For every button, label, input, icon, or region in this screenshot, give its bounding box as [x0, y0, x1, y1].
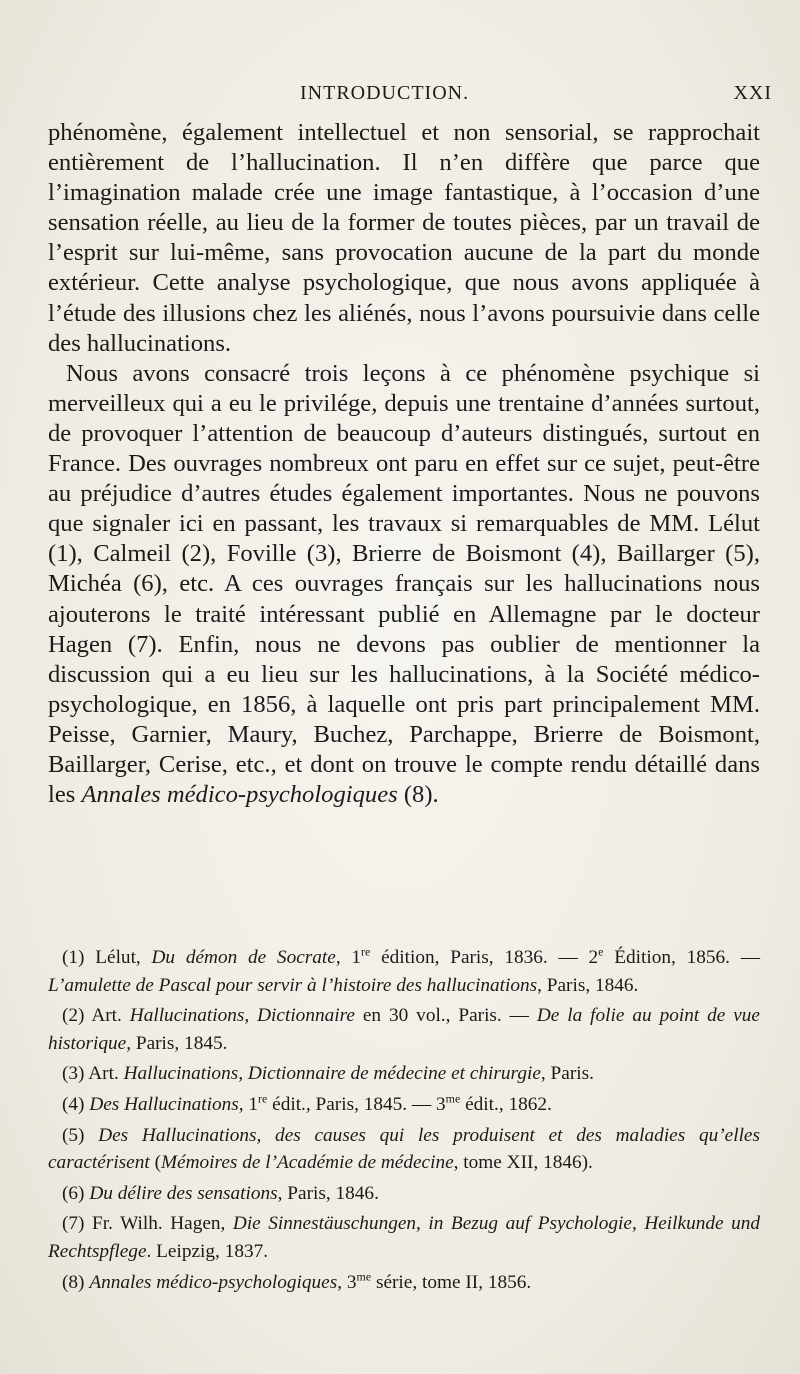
- footnote-number: (5): [62, 1124, 85, 1146]
- footnote-text: édit., 1862.: [460, 1093, 552, 1115]
- footnote-title: Mémoires de l’Académie de médecine: [161, 1152, 454, 1174]
- footnote-number: (6): [62, 1182, 85, 1204]
- footnote-text: (: [149, 1152, 161, 1174]
- footnote-text: Édition, 1856. —: [603, 947, 760, 968]
- footnote-title: De la folie au point de vue historique: [48, 1005, 760, 1054]
- footnote-superscript: re: [361, 944, 371, 959]
- footnote-title: Du démon de Socrate: [151, 947, 336, 968]
- footnote-title: Hallucinations, Dictionnaire: [129, 1005, 355, 1027]
- footnote-superscript: me: [356, 1269, 372, 1284]
- footnote-text: [84, 1125, 98, 1146]
- footnote-text: , Paris, 1846.: [277, 1182, 379, 1204]
- footnote-superscript: e: [598, 944, 604, 959]
- footnote-title: Die Sinnestäuschungen, in Bezug auf Psychologie, Heilkunde und Rechtspflege: [48, 1213, 760, 1262]
- footnote-title: Des Hallucinations: [89, 1093, 239, 1115]
- paragraph-2: [48, 359, 760, 810]
- footnote-title: Des Hallucinations, des causes qui les produisent et des maladies qu’elles caractérisent: [48, 1124, 760, 1174]
- footnote-text: . Leipzig, 1837.: [146, 1240, 269, 1262]
- footnote-5: [48, 1122, 760, 1177]
- footnote-number: (4): [62, 1093, 85, 1115]
- footnote-title: Annales médico-psychologiques: [89, 1271, 338, 1293]
- footnote-number: (7): [62, 1213, 85, 1235]
- footnote-superscript: me: [445, 1091, 461, 1106]
- footnote-text: série, tome II, 1856.: [371, 1271, 532, 1293]
- footnote-text: édit., Paris, 1845. — 3: [267, 1093, 446, 1115]
- running-header: [300, 82, 772, 114]
- footnote-title: Hallucinations, Dictionnaire de médecine et chirurgie: [123, 1063, 541, 1085]
- footnote-number: (3): [62, 1063, 85, 1085]
- footnote-text: édition, Paris, 1836. — 2: [370, 947, 599, 968]
- footnote-number: (8): [62, 1271, 85, 1293]
- footnote-title: Du délire des sensations: [89, 1182, 278, 1204]
- footnote-text: Lélut,: [84, 947, 152, 968]
- footnote-text: , Paris, 1846.: [537, 974, 639, 996]
- footnote-number: (1): [62, 947, 85, 968]
- footnote-3: [48, 1060, 760, 1088]
- footnote-text: , tome XII, 1846).: [453, 1152, 593, 1174]
- page-number: XXI: [733, 82, 772, 104]
- footnote-text: , Paris, 1845.: [126, 1032, 228, 1054]
- footnote-superscript: re: [258, 1091, 268, 1106]
- running-title: INTRODUCTION.: [300, 82, 470, 104]
- footnote-text: , Paris.: [540, 1063, 594, 1085]
- footnote-2: [48, 1002, 760, 1057]
- footnotes: [48, 944, 760, 1299]
- footnote-6: [48, 1180, 760, 1208]
- footnote-4: [48, 1091, 760, 1119]
- body-text: [48, 118, 760, 810]
- footnote-title: L’amulette de Pascal pour servir à l’histoire des hallucinations: [48, 974, 538, 996]
- footnote-text: , 1: [238, 1093, 259, 1115]
- footnote-7: [48, 1210, 760, 1265]
- footnote-number: (2): [62, 1005, 85, 1027]
- footnote-text: Art.: [84, 1063, 124, 1085]
- journal-title: Annales médico-psychologiques: [81, 781, 398, 809]
- footnote-8: [48, 1269, 760, 1297]
- footnote-text: , 3: [337, 1271, 357, 1293]
- footnote-text: en 30 vol., Paris. —: [354, 1005, 537, 1027]
- paragraph-1: phénomène, également intellectuel et non sensorial, se rapprochait entièrement de l’hallucination. Il n’en diffère que parce que l’imagination malade crée une image fantastique, à l’occasion d’une sensation réelle, au lieu de la former de toutes pièces, par un travail de l’esprit sur lui-même, sans provocation aucune de la part du monde extérieur. Cette analyse psychologique, que nous avons appliquée à l’étude des illusions chez les aliénés, nous l’avons poursuivie dans celle des hallucinations.: [48, 119, 760, 357]
- paragraph-2-text: Nous avons consacré trois leçons à ce phénomène psychique si merveilleux qui a eu le privilége, depuis une trentaine d’années surtout, de provoquer l’attention de beaucoup d’auteurs distingués, surtout en France. Des ouvrages nombreux ont paru en effet sur ce sujet, peut-être au préjudice d’autres études également importantes. Nous ne pouvons que signaler ici en passant, les travaux si remarquables de MM. Lélut (1), Calmeil (2), Foville (3), Brierre de Boismont (4), Baillarger (5), Michéa (6), etc. A ces ouvrages français sur les hallucinations nous ajouterons le traité intéressant publié en Allemagne par le docteur Hagen (7). Enfin, nous ne devons pas oublier de mentionner la discussion qui a eu lieu sur les hallucinations, à la Société médico-psychologique, en 1856, à laquelle ont pris part principalement MM. Peisse, Garnier, Maury, Buchez, Parchappe, Brierre de Boismont, Baillarger, Cerise, etc., et dont on trouve le compte rendu détaillé dans les: [48, 359, 760, 809]
- footnote-1: [48, 944, 760, 999]
- paragraph-2-end: (8).: [397, 781, 439, 809]
- footnote-text: Art.: [84, 1005, 130, 1027]
- footnote-text: , 1: [335, 947, 362, 968]
- footnote-text: Fr. Wilh. Hagen,: [84, 1213, 233, 1235]
